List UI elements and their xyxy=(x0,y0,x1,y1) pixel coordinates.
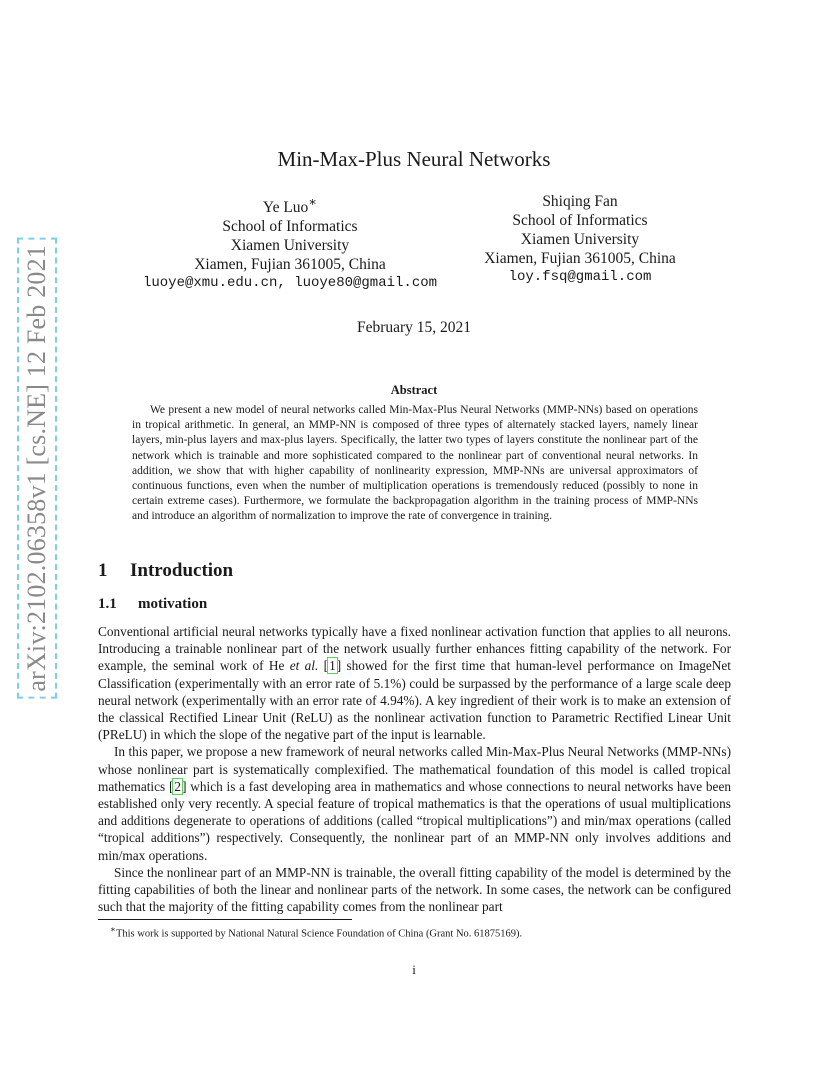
footnote-rule xyxy=(98,919,352,920)
citation-link[interactable]: 2 xyxy=(174,778,182,794)
paragraph: Conventional artificial neural networks typically have a fixed nonlinear activation function that applies to all neurons. Introducing a trainable nonlinear part of the network usually further enhances fitting capability of the network. For example, the seminal work of He et al. [1] showed for the first time that human-level performance on ImageNet Classification (experimentally with an error rate of 5.1%) could be surpassed by the performance of a large scale deep neural network (experimentally with an error rate of 4.94%). A key ingredient of their work is to make an extension of the classical Rectified Linear Unit (ReLU) as the nonlinear activation function to Parametric Rectified Linear Unit (PReLU) in which the slope of the negative part of the input is learnable. xyxy=(98,624,731,743)
publication-date: February 15, 2021 xyxy=(356,319,472,336)
author-school: School of Informatics xyxy=(512,212,648,229)
paragraph: In this paper, we propose a new framework of neural networks called Min-Max-Plus Neural Networks (MMP-NNs) whose nonlinear part is systematically complexified. The mathematical foundation of this model is called tropical mathematics [2] which is a fast developing area in mathematics and whose connections to neural networks have been established only very recently. A special feature of tropical mathematics is that the operations of usual multiplications and additions degenerate to operations of additions (called “tropical multiplications”) and min/max operations (called “tropical additions”) respectively. Consequently, the nonlinear part of an MMP-NN only involves additions and min/max operations. xyxy=(98,744,732,863)
author-block-1 xyxy=(136,192,444,293)
et-al-text: et al. xyxy=(289,658,319,674)
abstract-heading: Abstract xyxy=(390,383,438,397)
subsection-number: 1.1 xyxy=(98,596,117,612)
section-number: 1 xyxy=(98,560,108,581)
author-address: Xiamen, Fujian 361005, China xyxy=(194,256,386,274)
author-block-2 xyxy=(462,192,698,287)
section-title: Introduction xyxy=(130,560,234,581)
author-school: School of Informatics xyxy=(222,218,358,236)
author-university: Xiamen University xyxy=(520,231,640,248)
footnote-text: This work is supported by National Natural Science Foundation of China (Grant No. 61875169). xyxy=(115,928,523,940)
footnote xyxy=(98,923,731,941)
page-number: i xyxy=(412,962,416,977)
subsection-title: motivation xyxy=(138,596,208,612)
citation-link[interactable]: 1 xyxy=(329,658,336,674)
author-footnote-mark: ∗ xyxy=(308,194,318,209)
paper-title: Min-Max-Plus Neural Networks xyxy=(277,147,551,171)
author-name: Ye Luo∗ xyxy=(262,194,318,217)
paragraph: Since the nonlinear part of an MMP-NN is trainable, the overall fitting capability of the model is determined by the fitting capabilities of both the linear and nonlinear parts of the network. In some cases, the network can be configured such that the majority of the fitting capability comes from the nonlinear part xyxy=(98,864,731,915)
body-text xyxy=(98,623,731,915)
author-email[interactable]: loy.fsq@gmail.com xyxy=(508,269,652,285)
author-university: Xiamen University xyxy=(230,237,350,255)
arxiv-identifier-text: arXiv:2102.06358v1 [cs.NE] 12 Feb 2021 xyxy=(22,244,51,692)
author-name: Shiqing Fan xyxy=(542,193,618,210)
footnote-mark: ∗ xyxy=(110,924,116,934)
author-email[interactable]: luoye@xmu.edu.cn, luoye80@gmail.com xyxy=(142,275,438,292)
section-heading xyxy=(98,560,233,582)
subsection-heading xyxy=(98,596,207,613)
author-address: Xiamen, Fujian 361005, China xyxy=(484,250,676,267)
abstract-text: We present a new model of neural networks called Min-Max-Plus Neural Networks (MMP-NNs) based on operations in tropical arithmetic. In general, an MMP-NN is composed of three types of alternately stacked layers, namely linear layers, min-plus layers and max-plus layers. Specifically, the latter two types of layers constitute the nonlinear part of the network which is trainable and more sophisticated compared to the nonlinear part of conventional neural networks. In addition, we show that with higher capability of nonlinearity expression, MMP-NNs are universal approximators of continuous functions, even when the number of multiplication operations is tremendously reduced (possibly to none in certain extreme cases). Furthermore, we formulate the backpropagation algorithm in the training process of MMP-NNs and introduce an algorithm of normalization to improve the rate of convergence in training. xyxy=(132,404,698,523)
